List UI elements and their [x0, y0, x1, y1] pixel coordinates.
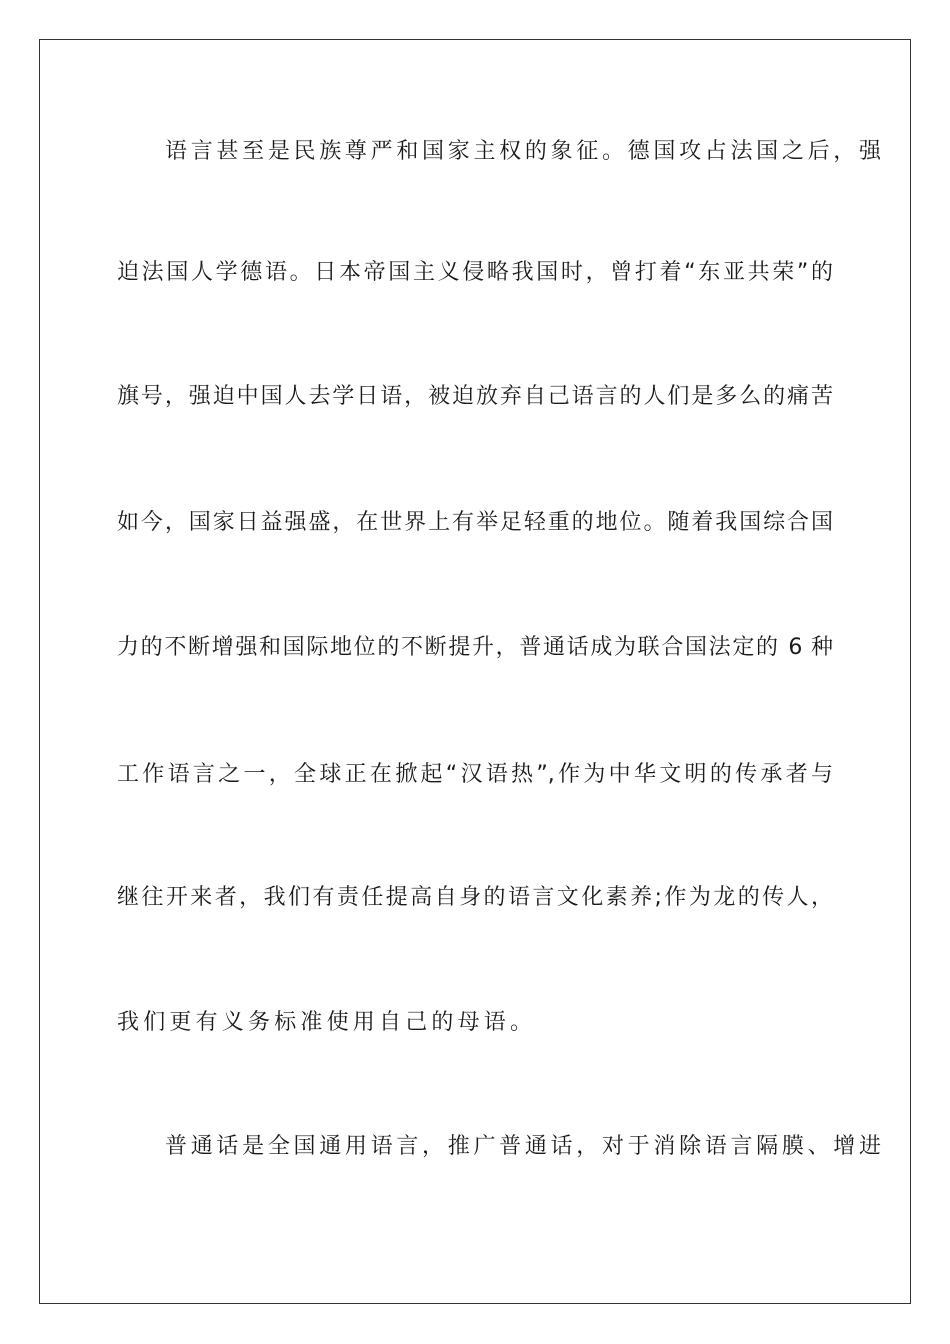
paragraph-1-line-7: 继往开来者，我们有责任提高自身的语言文化素养;作为龙的传人， — [117, 885, 833, 910]
paragraph-1-line-2: 迫法国人学德语。日本帝国主义侵略我国时，曾打着“东亚共荣”的 — [117, 260, 833, 285]
paragraph-1-line-8: 我们更有义务标准使用自己的母语。 — [117, 1010, 537, 1035]
paragraph-1-line-3: 旗号，强迫中国人去学日语，被迫放弃自己语言的人们是多么的痛苦 — [117, 384, 833, 409]
page-border — [39, 39, 911, 1304]
paragraph-1-line-4: 如今，国家日益强盛，在世界上有举足轻重的地位。随着我国综合国 — [117, 510, 833, 535]
paragraph-1-line-5: 力的不断增强和国际地位的不断提升，普通话成为联合国法定的 6 种 — [117, 635, 833, 660]
paragraph-1-line-6: 工作语言之一，全球正在掀起“汉语热”,作为中华文明的传承者与 — [117, 762, 833, 787]
paragraph-2-line-1: 普通话是全国通用语言，推广普通话，对于消除语言隔膜、增进 — [165, 1134, 881, 1159]
paragraph-1-line-1: 语言甚至是民族尊严和国家主权的象征。德国攻占法国之后，强 — [165, 139, 881, 164]
